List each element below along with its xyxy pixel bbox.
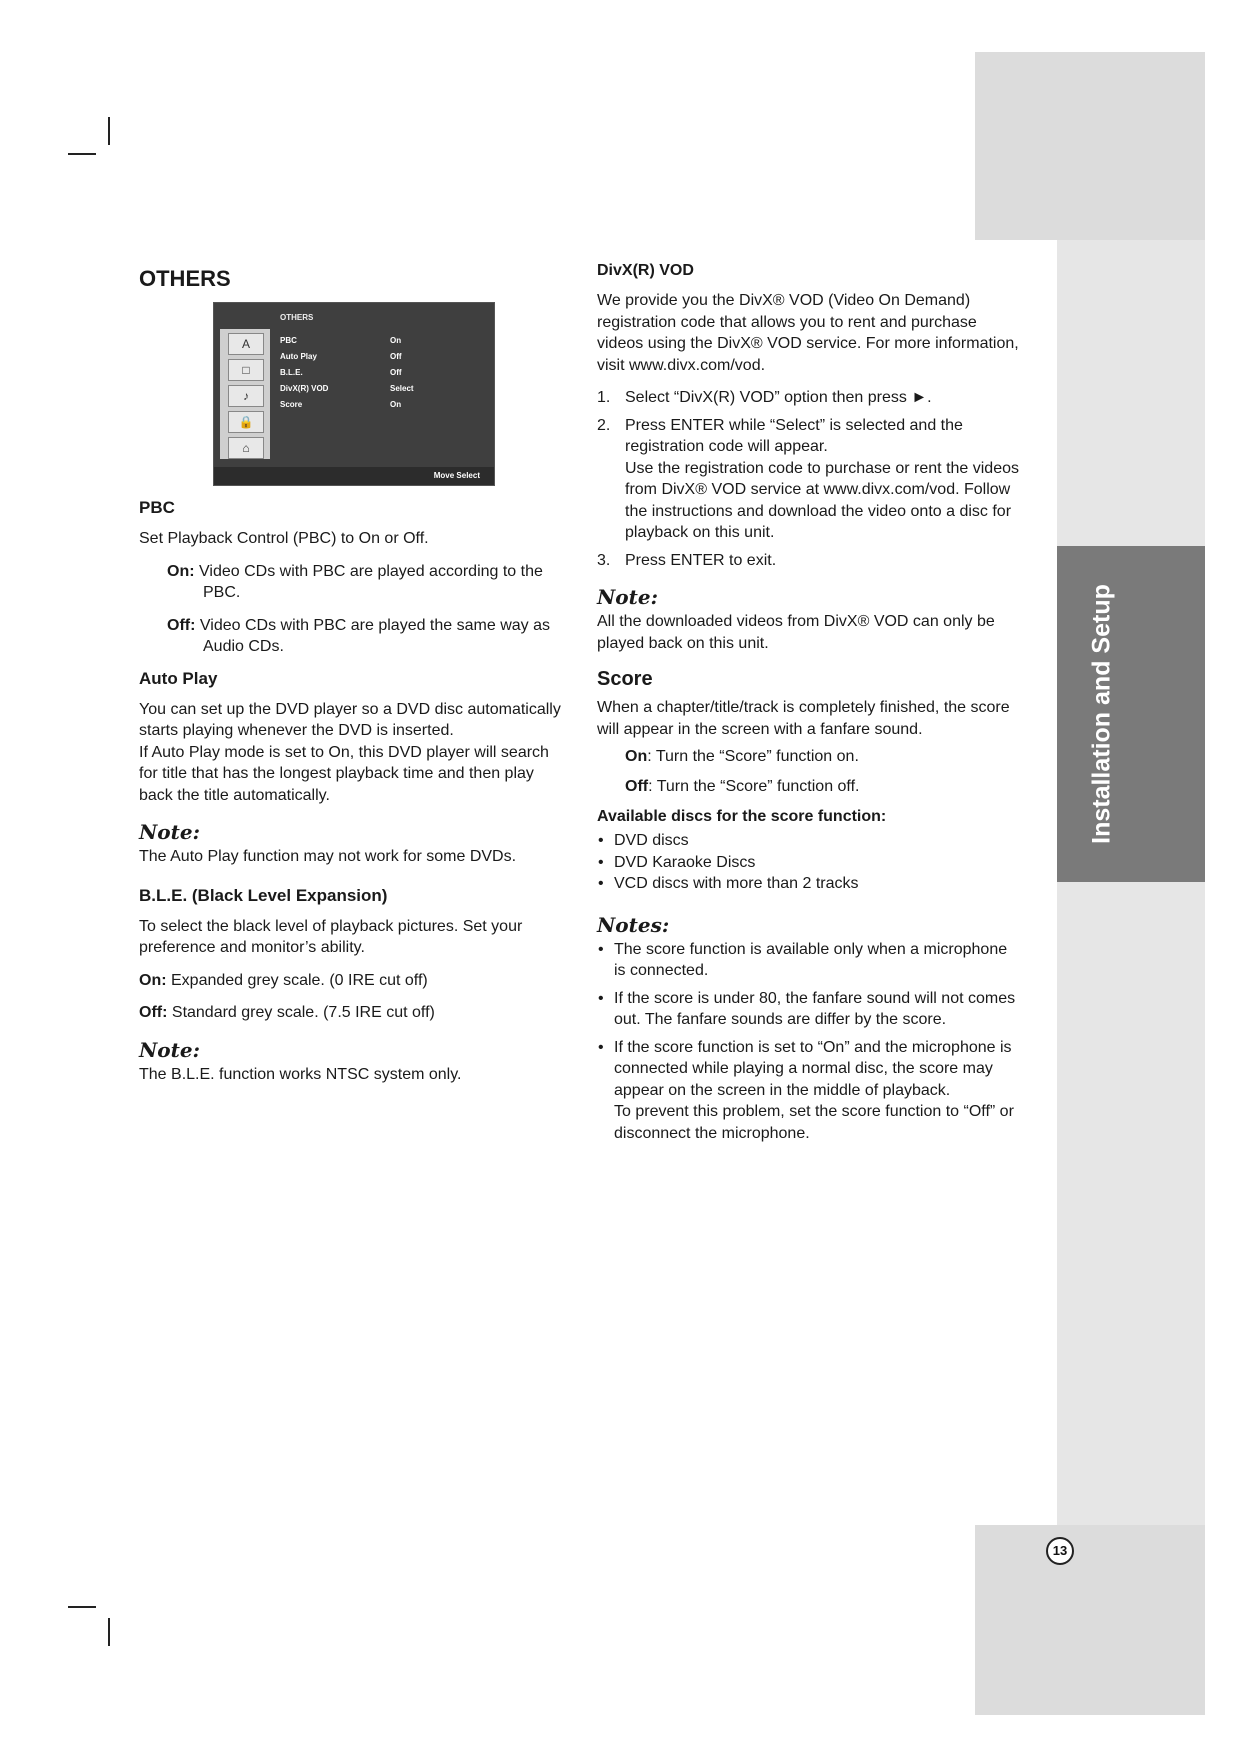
section-title: OTHERS (139, 266, 231, 291)
step-text: Press ENTER to exit. (625, 551, 777, 569)
lock-icon: 🔒 (228, 411, 264, 433)
ble-off-text: Standard grey scale. (7.5 IRE cut off) (171, 1004, 435, 1021)
divx-steps (597, 387, 1023, 571)
menu-row-key: DivX(R) VOD (280, 384, 329, 393)
right-column (597, 262, 1023, 1152)
menu-row (280, 381, 482, 397)
note-heading: Note: (597, 585, 658, 609)
menu-row (280, 397, 482, 413)
crop-mark (68, 1606, 96, 1608)
ble-off (139, 1002, 569, 1024)
note-text: If the score is under 80, the fanfare sound will not comes out. The fanfare sounds are differ by the score. (614, 989, 1016, 1028)
side-band (1057, 240, 1205, 1525)
menu-row-key: Score (280, 400, 303, 409)
ble-heading: B.L.E. (Black Level Expansion) (139, 885, 388, 905)
step-text: Press ENTER while “Select” is selected and the registration code will appear. (625, 416, 963, 455)
menu-panel (214, 303, 494, 485)
left-column (139, 262, 569, 1096)
bullet-icon: • (598, 853, 604, 871)
side-tab-label: Installation and Setup (1087, 584, 1116, 844)
menu-row-value: Off (390, 352, 402, 361)
bullet-icon: • (598, 989, 604, 1007)
pbc-on (139, 561, 569, 604)
ble-on (139, 970, 569, 992)
menu-row-value: Select (390, 384, 414, 393)
ble-on-label: On: (139, 971, 167, 989)
bullet-icon: • (598, 875, 604, 892)
score-off (597, 776, 1023, 798)
disc-text: VCD discs with more than 2 tracks (614, 875, 859, 892)
menu-row (280, 333, 482, 349)
note-text: The score function is available only when a microphone is connected. (614, 940, 1008, 979)
crop-mark (68, 153, 96, 155)
disc-text: DVD discs (614, 832, 689, 849)
ble-off-label: Off: (139, 1004, 168, 1021)
menu-title: OTHERS (280, 313, 314, 322)
menu-row-value: On (390, 336, 402, 345)
score-on-text: : Turn the “Score” function on. (647, 748, 859, 765)
list-item (597, 873, 1023, 895)
crop-mark (108, 1618, 110, 1646)
score-on-label: On (625, 748, 648, 765)
available-discs-heading: Available discs for the score function: (597, 808, 887, 825)
auto-play-heading: Auto Play (139, 668, 218, 688)
ble-on-text: Expanded grey scale. (0 IRE cut off) (171, 971, 428, 989)
pbc-off-text: Video CDs with PBC are played the same way as Audio CDs. (199, 616, 550, 655)
menu-row-value: On (390, 400, 402, 409)
list-item (597, 550, 1023, 572)
side-tab (1057, 546, 1205, 882)
score-off-label: Off (625, 777, 649, 795)
bullet-icon: • (598, 832, 604, 849)
divx-heading: DivX(R) VOD (597, 262, 694, 279)
side-band-bottom (975, 1525, 1205, 1715)
note-heading: Note: (139, 820, 200, 844)
menu-row-key: B.L.E. (280, 368, 303, 377)
auto-play-body-1: You can set up the DVD player so a DVD disc automatically starts playing whenever the DVD is inserted. (139, 700, 561, 739)
ble-note: The B.L.E. function works NTSC system only. (139, 1065, 462, 1083)
step-number: 3. (597, 551, 611, 569)
pbc-on-text: Video CDs with PBC are played according to the PBC. (199, 562, 543, 601)
menu-row (280, 349, 482, 365)
score-body: When a chapter/title/track is completely finished, the score will appear in the screen with a fanfare sound. (597, 699, 1010, 738)
list-item (597, 387, 1023, 409)
pbc-off-label: Off: (167, 616, 196, 634)
others-menu-screenshot (213, 302, 495, 486)
audio-icon: ♪ (228, 385, 264, 407)
score-on (597, 746, 1023, 768)
bullet-icon: • (598, 940, 604, 958)
list-item (597, 988, 1023, 1031)
step-text: Select “DivX(R) VOD” option then press ►. (625, 389, 932, 406)
divx-intro: We provide you the DivX® VOD (Video On Demand) registration code that allows you to rent and purchase videos using the DivX® VOD service. For more information, visit www.divx.com/vod. (597, 292, 1019, 374)
auto-play-note: The Auto Play function may not work for some DVDs. (139, 848, 517, 865)
list-item (597, 415, 1023, 544)
score-heading: Score (597, 668, 653, 690)
pbc-on-label: On: (167, 562, 195, 580)
menu-footer: Move Select (214, 467, 494, 485)
menu-row-key: PBC (280, 336, 297, 345)
list-item (597, 1037, 1023, 1145)
list-item (597, 939, 1023, 982)
available-discs-list (597, 830, 1023, 895)
list-item (597, 830, 1023, 852)
menu-icon-bar (220, 329, 270, 459)
menu-rows (280, 333, 482, 413)
language-icon: A (228, 333, 264, 355)
side-band-top (975, 52, 1205, 240)
note-heading: Note: (139, 1037, 200, 1062)
menu-row (280, 365, 482, 381)
step-text-continued: Use the registration code to purchase or rent the videos from DivX® VOD service at www.divx.com/vod. Follow the instructions and download the video onto a disc for playback on this unit. (625, 459, 1019, 541)
disc-text: DVD Karaoke Discs (614, 853, 756, 871)
notes-heading: Notes: (597, 912, 670, 937)
step-number: 2. (597, 416, 611, 434)
score-notes-list (597, 939, 1023, 1145)
menu-row-key: Auto Play (280, 352, 317, 361)
pbc-off (139, 615, 569, 658)
note-text-continued: To prevent this problem, set the score function to “Off” or disconnect the microphone. (614, 1103, 1014, 1142)
bullet-icon: • (598, 1038, 604, 1056)
note-text: If the score function is set to “On” and the microphone is connected while playing a normal disc, the score may appear on the screen in the middle of playback. (614, 1038, 1012, 1099)
menu-row-value: Off (390, 368, 402, 377)
list-item (597, 852, 1023, 874)
crop-mark (108, 117, 110, 145)
step-number: 1. (597, 389, 611, 406)
score-off-text: : Turn the “Score” function off. (648, 777, 860, 795)
others-icon: ⌂ (228, 437, 264, 459)
pbc-body: Set Playback Control (PBC) to On or Off. (139, 530, 429, 547)
page-number: 13 (1046, 1537, 1074, 1565)
display-icon: □ (228, 359, 264, 381)
divx-note: All the downloaded videos from DivX® VOD can only be played back on this unit. (597, 613, 995, 652)
pbc-heading: PBC (139, 498, 175, 517)
ble-body: To select the black level of playback pictures. Set your preference and monitor’s ability. (139, 917, 523, 956)
auto-play-body-2: If Auto Play mode is set to On, this DVD player will search for title that has the longest playback time and then play back the title automatically. (139, 743, 549, 804)
